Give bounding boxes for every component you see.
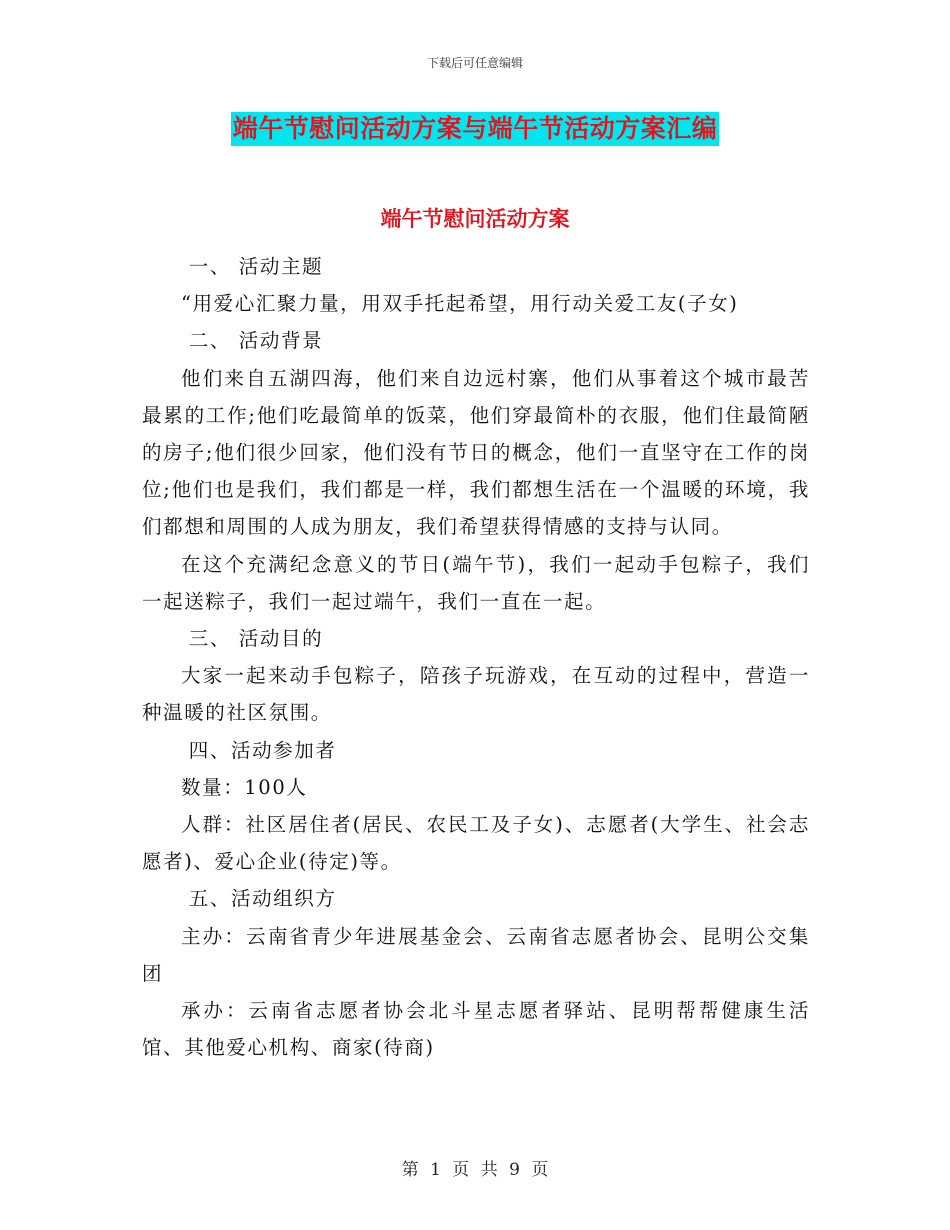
heading-activity-background: 二、 活动背景: [188, 329, 324, 353]
paragraph-festival: 在这个充满纪念意义的节日(端午节)，我们一起动手包粽子，我们一起送粽子，我们一起过端午，我们一直在一起。: [142, 552, 810, 613]
document-body: [142, 248, 810, 1066]
paragraph-background: 他们来自五湖四海，他们来自边远村寨，他们从事着这个城市最苦最累的工作;他们吃最简单的饭菜，他们穿最简朴的衣服，他们住最简陋的房子;他们很少回家，他们没有节日的概念，他们一直坚守在工作的岗位;他们也是我们，我们都是一样，我们都想生活在一个温暖的环境，我们都想和周围的人成为朋友，我们希望获得情感的支持与认同。: [142, 366, 810, 539]
heading-activity-theme: 一、 活动主题: [188, 255, 324, 278]
heading-participants: 四、活动参加者: [188, 738, 337, 762]
paragraph-theme-slogan: “用爱心汇聚力量，用双手托起希望，用行动关爱工友(子女): [181, 292, 739, 316]
document-title-wrap: [0, 112, 950, 146]
section-title: 端午节慰问活动方案: [380, 206, 570, 231]
paragraph-purpose: 大家一起来动手包粽子，陪孩子玩游戏，在互动的过程中，营造一种温暖的社区氛围。: [142, 664, 810, 725]
heading-organizers: 五、活动组织方: [188, 887, 337, 911]
heading-activity-purpose: 三、 活动目的: [188, 627, 324, 651]
paragraph-co-organizer: 承办：云南省志愿者协会北斗星志愿者驿站、昆明帮帮健康生活馆、其他爱心机构、商家(待商): [142, 999, 810, 1060]
document-title: 端午节慰问活动方案与端午节活动方案汇编: [231, 112, 720, 146]
page-footer: 第 1 页 共 9 页: [401, 1160, 549, 1180]
paragraph-participant-count: 数量：100人: [181, 775, 308, 799]
paragraph-participant-groups: 人群：社区居住者(居民、农民工及子女)、志愿者(大学生、社会志愿者)、爱心企业(待定)等。: [142, 813, 810, 874]
paragraph-host: 主办：云南省青少年进展基金会、云南省志愿者协会、昆明公交集团: [142, 924, 810, 985]
header-note: 下载后可任意编辑: [426, 56, 523, 70]
